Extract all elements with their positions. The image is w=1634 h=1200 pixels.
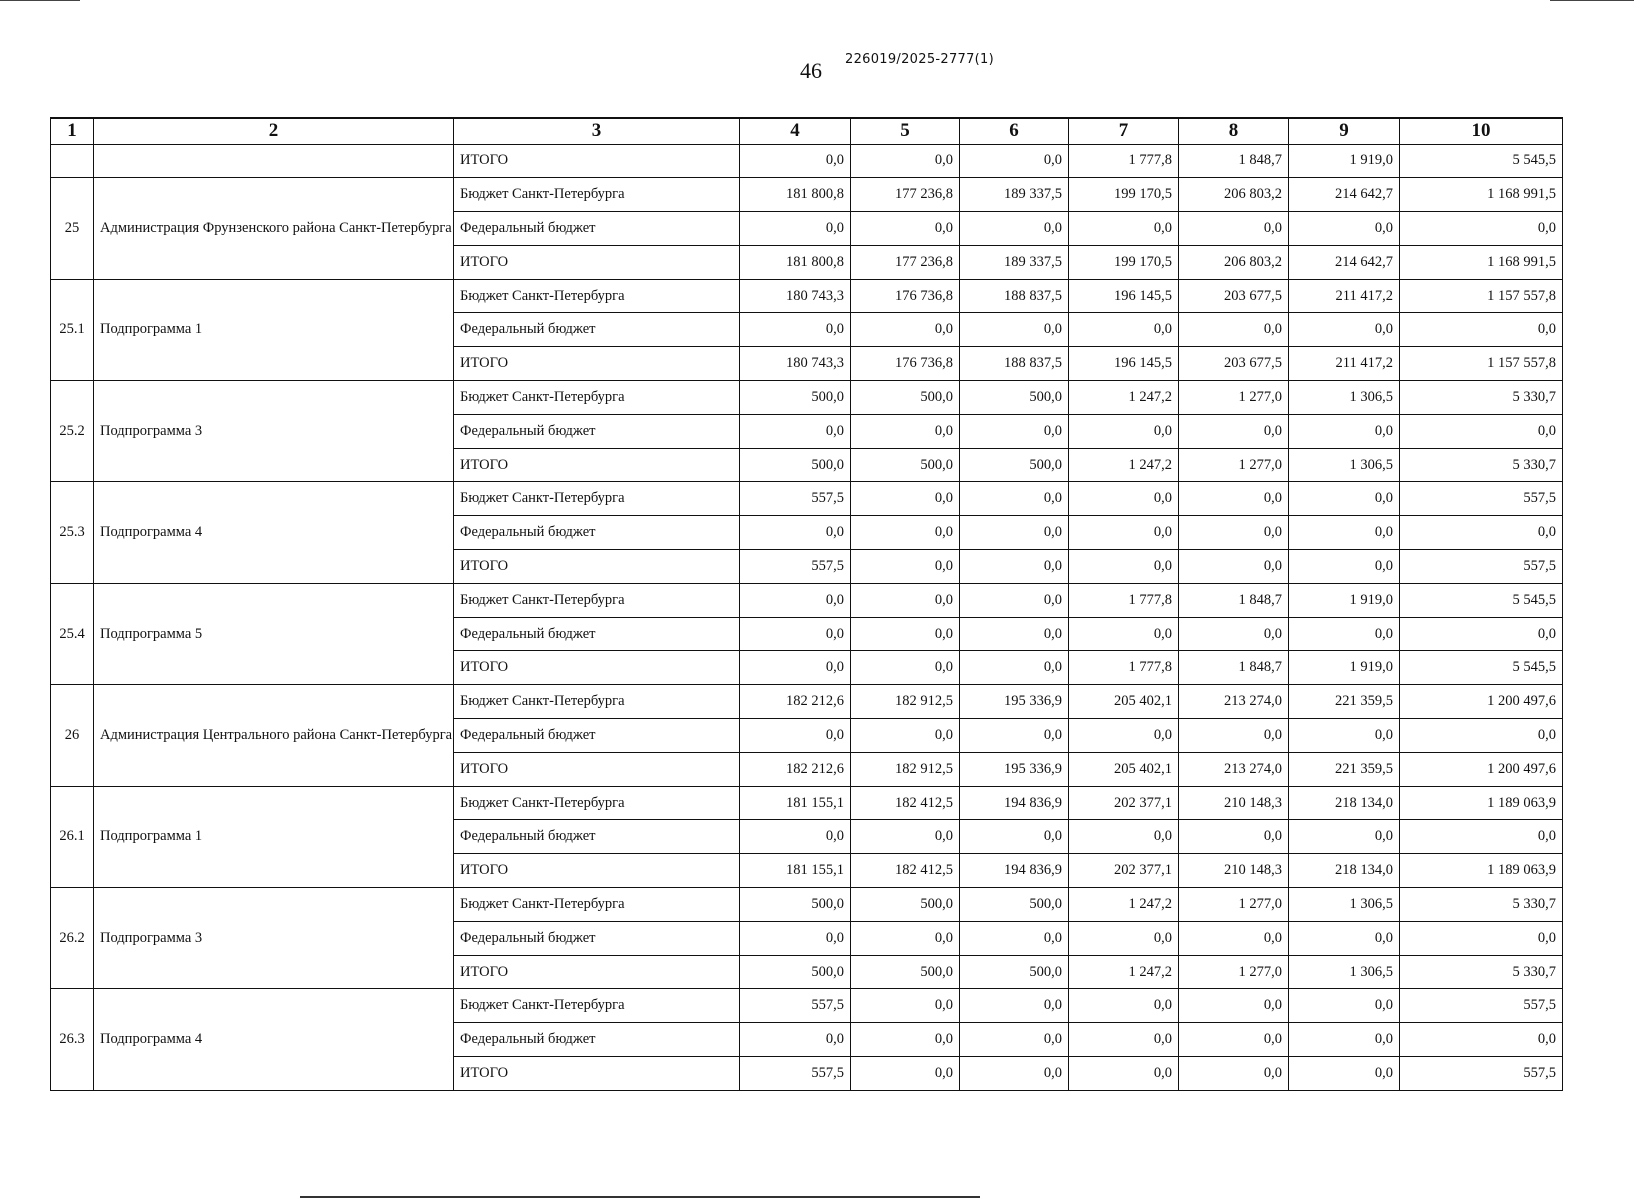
column-header: 9 [1289, 118, 1400, 144]
value-cell: 1 919,0 [1289, 583, 1400, 617]
value-cell: 1 277,0 [1179, 955, 1289, 989]
value-cell: 206 803,2 [1179, 178, 1289, 212]
value-cell: 500,0 [960, 448, 1069, 482]
table-row [51, 482, 1563, 516]
program-name-cell: Подпрограмма 3 [94, 888, 454, 989]
row-index-cell: 25.4 [51, 583, 94, 684]
value-cell: 210 148,3 [1179, 854, 1289, 888]
table-row [51, 144, 1563, 178]
value-cell: 0,0 [1069, 617, 1179, 651]
value-cell: 1 306,5 [1289, 448, 1400, 482]
value-cell: 177 236,8 [851, 245, 960, 279]
value-cell: 0,0 [740, 617, 851, 651]
value-cell: 0,0 [851, 212, 960, 246]
value-cell: 0,0 [960, 1057, 1069, 1091]
scan-edge-mark [1550, 0, 1634, 1]
funding-source-cell: ИТОГО [454, 144, 740, 178]
table-row [51, 178, 1563, 212]
value-cell: 1 277,0 [1179, 448, 1289, 482]
value-cell: 0,0 [1400, 719, 1563, 753]
column-header: 6 [960, 118, 1069, 144]
row-index-cell: 26.2 [51, 888, 94, 989]
value-cell: 557,5 [740, 1057, 851, 1091]
funding-source-cell: Федеральный бюджет [454, 820, 740, 854]
value-cell: 557,5 [1400, 989, 1563, 1023]
program-name-cell: Подпрограмма 4 [94, 989, 454, 1090]
value-cell: 0,0 [1179, 212, 1289, 246]
value-cell: 500,0 [851, 381, 960, 415]
value-cell: 1 306,5 [1289, 888, 1400, 922]
value-cell: 0,0 [960, 583, 1069, 617]
funding-source-cell: Федеральный бюджет [454, 617, 740, 651]
value-cell: 0,0 [1069, 212, 1179, 246]
value-cell: 221 359,5 [1289, 752, 1400, 786]
index-cell [51, 144, 94, 178]
funding-source-cell: ИТОГО [454, 955, 740, 989]
value-cell: 206 803,2 [1179, 245, 1289, 279]
funding-source-cell: Федеральный бюджет [454, 1023, 740, 1057]
value-cell: 5 330,7 [1400, 888, 1563, 922]
value-cell: 0,0 [740, 583, 851, 617]
value-cell: 1 848,7 [1179, 583, 1289, 617]
value-cell: 0,0 [1069, 1023, 1179, 1057]
value-cell: 182 912,5 [851, 752, 960, 786]
program-name-cell: Подпрограмма 4 [94, 482, 454, 583]
value-cell: 0,0 [1179, 482, 1289, 516]
value-cell: 0,0 [1289, 989, 1400, 1023]
table-row [51, 888, 1563, 922]
value-cell: 0,0 [1069, 989, 1179, 1023]
value-cell: 0,0 [1179, 1057, 1289, 1091]
value-cell: 500,0 [851, 448, 960, 482]
value-cell: 0,0 [740, 212, 851, 246]
value-cell: 0,0 [740, 921, 851, 955]
table-row [51, 685, 1563, 719]
value-cell: 181 800,8 [740, 178, 851, 212]
value-cell: 0,0 [740, 414, 851, 448]
value-cell: 1 919,0 [1289, 651, 1400, 685]
value-cell: 0,0 [1400, 313, 1563, 347]
value-cell: 0,0 [1289, 1057, 1400, 1091]
row-index-cell: 25.3 [51, 482, 94, 583]
value-cell: 0,0 [851, 583, 960, 617]
value-cell: 0,0 [960, 516, 1069, 550]
value-cell: 500,0 [740, 381, 851, 415]
value-cell: 1 189 063,9 [1400, 786, 1563, 820]
value-cell: 1 777,8 [1069, 583, 1179, 617]
value-cell: 1 157 557,8 [1400, 347, 1563, 381]
value-cell: 182 412,5 [851, 786, 960, 820]
value-cell: 500,0 [740, 888, 851, 922]
budget-table [50, 117, 1563, 1091]
value-cell: 500,0 [851, 888, 960, 922]
table-row [51, 989, 1563, 1023]
program-name-cell: Подпрограмма 1 [94, 279, 454, 380]
value-cell: 1 306,5 [1289, 955, 1400, 989]
value-cell: 0,0 [851, 414, 960, 448]
value-cell: 0,0 [1069, 550, 1179, 584]
value-cell: 213 274,0 [1179, 685, 1289, 719]
value-cell: 189 337,5 [960, 245, 1069, 279]
value-cell: 0,0 [1400, 212, 1563, 246]
value-cell: 5 545,5 [1400, 583, 1563, 617]
program-name-cell: Подпрограмма 3 [94, 381, 454, 482]
column-header: 5 [851, 118, 960, 144]
row-index-cell: 25.1 [51, 279, 94, 380]
value-cell: 0,0 [960, 989, 1069, 1023]
value-cell: 1 168 991,5 [1400, 245, 1563, 279]
document-stamp: 226019/2025-2777(1) [845, 52, 994, 67]
value-cell: 5 330,7 [1400, 448, 1563, 482]
value-cell: 0,0 [960, 820, 1069, 854]
value-cell: 0,0 [1069, 921, 1179, 955]
value-cell: 0,0 [1069, 1057, 1179, 1091]
value-cell: 218 134,0 [1289, 854, 1400, 888]
value-cell: 0,0 [1179, 1023, 1289, 1057]
value-cell: 181 155,1 [740, 786, 851, 820]
value-cell: 0,0 [851, 820, 960, 854]
value-cell: 0,0 [740, 144, 851, 178]
funding-source-cell: Бюджет Санкт-Петербурга [454, 279, 740, 313]
value-cell: 0,0 [1400, 414, 1563, 448]
column-header: 2 [94, 118, 454, 144]
value-cell: 189 337,5 [960, 178, 1069, 212]
value-cell: 0,0 [960, 719, 1069, 753]
value-cell: 1 848,7 [1179, 144, 1289, 178]
value-cell: 196 145,5 [1069, 347, 1179, 381]
value-cell: 0,0 [851, 651, 960, 685]
funding-source-cell: Бюджет Санкт-Петербурга [454, 888, 740, 922]
value-cell: 1 157 557,8 [1400, 279, 1563, 313]
value-cell: 0,0 [1289, 1023, 1400, 1057]
value-cell: 1 848,7 [1179, 651, 1289, 685]
value-cell: 181 155,1 [740, 854, 851, 888]
value-cell: 1 247,2 [1069, 955, 1179, 989]
table-row [51, 786, 1563, 820]
value-cell: 0,0 [1179, 921, 1289, 955]
value-cell: 214 642,7 [1289, 178, 1400, 212]
value-cell: 0,0 [1289, 617, 1400, 651]
value-cell: 0,0 [851, 921, 960, 955]
value-cell: 557,5 [1400, 1057, 1563, 1091]
value-cell: 181 800,8 [740, 245, 851, 279]
value-cell: 180 743,3 [740, 347, 851, 381]
value-cell: 1 247,2 [1069, 888, 1179, 922]
value-cell: 214 642,7 [1289, 245, 1400, 279]
scan-edge-mark [300, 1196, 980, 1198]
value-cell: 0,0 [1289, 516, 1400, 550]
value-cell: 5 545,5 [1400, 144, 1563, 178]
funding-source-cell: ИТОГО [454, 448, 740, 482]
value-cell: 0,0 [1179, 313, 1289, 347]
program-name-cell: Подпрограмма 1 [94, 786, 454, 887]
value-cell: 188 837,5 [960, 347, 1069, 381]
value-cell: 176 736,8 [851, 279, 960, 313]
column-header: 1 [51, 118, 94, 144]
row-index-cell: 26.3 [51, 989, 94, 1090]
value-cell: 180 743,3 [740, 279, 851, 313]
table-row [51, 279, 1563, 313]
value-cell: 0,0 [1179, 617, 1289, 651]
funding-source-cell: ИТОГО [454, 1057, 740, 1091]
value-cell: 1 277,0 [1179, 888, 1289, 922]
value-cell: 203 677,5 [1179, 347, 1289, 381]
row-index-cell: 25 [51, 178, 94, 279]
value-cell: 0,0 [851, 989, 960, 1023]
value-cell: 0,0 [1179, 989, 1289, 1023]
value-cell: 0,0 [960, 144, 1069, 178]
value-cell: 195 336,9 [960, 685, 1069, 719]
funding-source-cell: ИТОГО [454, 752, 740, 786]
value-cell: 0,0 [1289, 550, 1400, 584]
value-cell: 0,0 [740, 313, 851, 347]
funding-source-cell: Федеральный бюджет [454, 414, 740, 448]
value-cell: 177 236,8 [851, 178, 960, 212]
value-cell: 0,0 [740, 820, 851, 854]
value-cell: 1 777,8 [1069, 651, 1179, 685]
scan-edge-mark [0, 0, 80, 1]
value-cell: 0,0 [1400, 617, 1563, 651]
value-cell: 0,0 [1179, 820, 1289, 854]
value-cell: 0,0 [851, 313, 960, 347]
funding-source-cell: ИТОГО [454, 854, 740, 888]
value-cell: 0,0 [1289, 482, 1400, 516]
value-cell: 500,0 [740, 448, 851, 482]
value-cell: 0,0 [1069, 414, 1179, 448]
value-cell: 202 377,1 [1069, 786, 1179, 820]
value-cell: 182 912,5 [851, 685, 960, 719]
value-cell: 211 417,2 [1289, 279, 1400, 313]
funding-source-cell: Федеральный бюджет [454, 212, 740, 246]
value-cell: 0,0 [851, 1023, 960, 1057]
value-cell: 0,0 [960, 617, 1069, 651]
value-cell: 1 247,2 [1069, 448, 1179, 482]
value-cell: 0,0 [960, 1023, 1069, 1057]
value-cell: 557,5 [1400, 550, 1563, 584]
value-cell: 0,0 [960, 482, 1069, 516]
value-cell: 0,0 [740, 651, 851, 685]
value-cell: 0,0 [1179, 516, 1289, 550]
value-cell: 211 417,2 [1289, 347, 1400, 381]
value-cell: 1 277,0 [1179, 381, 1289, 415]
page-number: 46 [800, 58, 822, 83]
value-cell: 557,5 [740, 550, 851, 584]
funding-source-cell: Федеральный бюджет [454, 313, 740, 347]
column-header: 8 [1179, 118, 1289, 144]
value-cell: 221 359,5 [1289, 685, 1400, 719]
value-cell: 0,0 [1069, 313, 1179, 347]
value-cell: 0,0 [851, 482, 960, 516]
header-row [51, 118, 1563, 144]
value-cell: 1 200 497,6 [1400, 685, 1563, 719]
value-cell: 1 168 991,5 [1400, 178, 1563, 212]
value-cell: 0,0 [1179, 719, 1289, 753]
program-name-cell: Подпрограмма 5 [94, 583, 454, 684]
table-row [51, 381, 1563, 415]
value-cell: 210 148,3 [1179, 786, 1289, 820]
funding-source-cell: Бюджет Санкт-Петербурга [454, 989, 740, 1023]
value-cell: 0,0 [960, 921, 1069, 955]
value-cell: 194 836,9 [960, 854, 1069, 888]
value-cell: 218 134,0 [1289, 786, 1400, 820]
funding-source-cell: Федеральный бюджет [454, 921, 740, 955]
value-cell: 1 200 497,6 [1400, 752, 1563, 786]
value-cell: 557,5 [740, 989, 851, 1023]
value-cell: 500,0 [740, 955, 851, 989]
funding-source-cell: ИТОГО [454, 347, 740, 381]
value-cell: 182 212,6 [740, 685, 851, 719]
funding-source-cell: Бюджет Санкт-Петербурга [454, 381, 740, 415]
value-cell: 199 170,5 [1069, 178, 1179, 212]
funding-source-cell: ИТОГО [454, 550, 740, 584]
table-body [51, 118, 1563, 1090]
value-cell: 0,0 [960, 414, 1069, 448]
value-cell: 195 336,9 [960, 752, 1069, 786]
value-cell: 203 677,5 [1179, 279, 1289, 313]
program-name-cell: Администрация Центрального района Санкт-Петербурга [94, 685, 454, 786]
value-cell: 0,0 [1400, 1023, 1563, 1057]
value-cell: 0,0 [1289, 313, 1400, 347]
row-index-cell: 26.1 [51, 786, 94, 887]
value-cell: 202 377,1 [1069, 854, 1179, 888]
value-cell: 0,0 [851, 550, 960, 584]
funding-source-cell: Бюджет Санкт-Петербурга [454, 685, 740, 719]
value-cell: 0,0 [851, 516, 960, 550]
value-cell: 0,0 [851, 719, 960, 753]
value-cell: 5 330,7 [1400, 381, 1563, 415]
value-cell: 1 247,2 [1069, 381, 1179, 415]
value-cell: 0,0 [960, 550, 1069, 584]
value-cell: 5 545,5 [1400, 651, 1563, 685]
value-cell: 1 919,0 [1289, 144, 1400, 178]
value-cell: 196 145,5 [1069, 279, 1179, 313]
value-cell: 0,0 [960, 212, 1069, 246]
value-cell: 0,0 [1400, 921, 1563, 955]
value-cell: 0,0 [1289, 820, 1400, 854]
value-cell: 194 836,9 [960, 786, 1069, 820]
funding-source-cell: Федеральный бюджет [454, 516, 740, 550]
value-cell: 0,0 [851, 144, 960, 178]
value-cell: 0,0 [740, 516, 851, 550]
funding-source-cell: Бюджет Санкт-Петербурга [454, 583, 740, 617]
value-cell: 0,0 [1069, 820, 1179, 854]
value-cell: 176 736,8 [851, 347, 960, 381]
value-cell: 5 330,7 [1400, 955, 1563, 989]
value-cell: 199 170,5 [1069, 245, 1179, 279]
value-cell: 1 306,5 [1289, 381, 1400, 415]
funding-source-cell: Бюджет Санкт-Петербурга [454, 178, 740, 212]
value-cell: 182 212,6 [740, 752, 851, 786]
value-cell: 1 189 063,9 [1400, 854, 1563, 888]
table-row [51, 583, 1563, 617]
value-cell: 500,0 [960, 381, 1069, 415]
program-name-cell: Администрация Фрунзенского района Санкт-Петербурга [94, 178, 454, 279]
value-cell: 0,0 [851, 617, 960, 651]
column-header: 4 [740, 118, 851, 144]
name-cell [94, 144, 454, 178]
value-cell: 0,0 [1179, 414, 1289, 448]
column-header: 7 [1069, 118, 1179, 144]
funding-source-cell: Бюджет Санкт-Петербурга [454, 482, 740, 516]
value-cell: 205 402,1 [1069, 685, 1179, 719]
value-cell: 500,0 [960, 955, 1069, 989]
value-cell: 205 402,1 [1069, 752, 1179, 786]
value-cell: 182 412,5 [851, 854, 960, 888]
value-cell: 500,0 [960, 888, 1069, 922]
funding-source-cell: ИТОГО [454, 651, 740, 685]
value-cell: 0,0 [960, 313, 1069, 347]
value-cell: 0,0 [1289, 212, 1400, 246]
value-cell: 557,5 [740, 482, 851, 516]
value-cell: 0,0 [1289, 921, 1400, 955]
value-cell: 188 837,5 [960, 279, 1069, 313]
value-cell: 0,0 [851, 1057, 960, 1091]
funding-source-cell: Бюджет Санкт-Петербурга [454, 786, 740, 820]
value-cell: 557,5 [1400, 482, 1563, 516]
value-cell: 0,0 [1400, 820, 1563, 854]
value-cell: 0,0 [1069, 482, 1179, 516]
value-cell: 0,0 [740, 719, 851, 753]
row-index-cell: 25.2 [51, 381, 94, 482]
value-cell: 0,0 [1289, 719, 1400, 753]
row-index-cell: 26 [51, 685, 94, 786]
value-cell: 1 777,8 [1069, 144, 1179, 178]
value-cell: 0,0 [1289, 414, 1400, 448]
value-cell: 0,0 [960, 651, 1069, 685]
value-cell: 0,0 [1069, 516, 1179, 550]
funding-source-cell: Федеральный бюджет [454, 719, 740, 753]
value-cell: 0,0 [740, 1023, 851, 1057]
value-cell: 213 274,0 [1179, 752, 1289, 786]
column-header: 10 [1400, 118, 1563, 144]
value-cell: 0,0 [1179, 550, 1289, 584]
value-cell: 0,0 [1069, 719, 1179, 753]
funding-source-cell: ИТОГО [454, 245, 740, 279]
value-cell: 500,0 [851, 955, 960, 989]
column-header: 3 [454, 118, 740, 144]
value-cell: 0,0 [1400, 516, 1563, 550]
